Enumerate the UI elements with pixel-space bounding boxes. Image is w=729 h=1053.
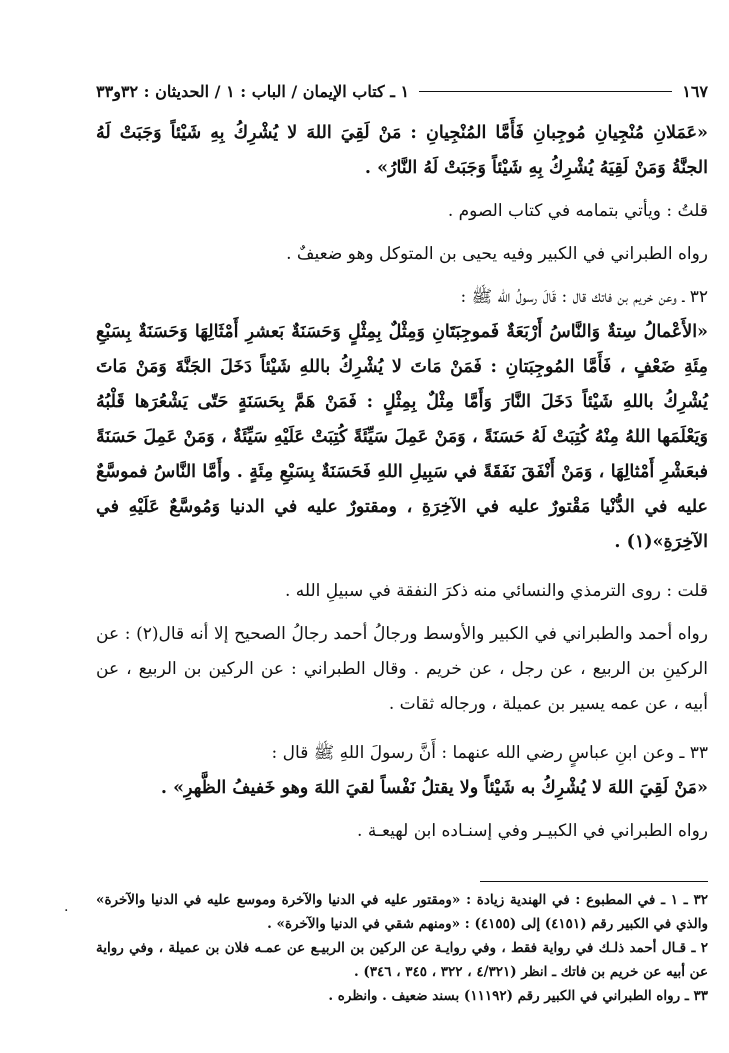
narration-source: رواه الطبراني في الكبير وفيه يحيى بن المتوكل وهو ضعيفٌ .	[286, 244, 708, 264]
hadith-text: «عَمَلانِ مُنْجِيانِ مُوجِبانِ فَأَمَّا المُنْجِيانِ : مَنْ لَقِيَ اللهَ لا يُشْرِكُ بِهِ شَيْئاً وَجَبَتْ لَهُ الجنَّةُ وَمَنْ لَقِيَهُ يُشْرِكُ بِهِ شَيْئاً وَجَبَتْ لَهُ النَّارُ» .	[96, 123, 708, 178]
footnote: ٣٣ ـ رواه الطبراني في الكبير رقم (١١١٩٢) بسند ضعيف . وانظره .	[328, 988, 708, 1004]
hadith-heading: ٣٣ ـ وعن ابنِ عباسٍ رضي الله عنهما : أَنَّ رسولَ اللهِ ﷺ قال :	[271, 743, 708, 763]
editor-note: قلت : روى الترمذي والنسائي منه ذكرَ النفقة في سبيلِ الله .	[284, 581, 708, 601]
hadith-text: «الأَعْمالُ سِتةٌ وَالنَّاسُ أَرْبَعَةٌ فَموجِبَتَانِ وَمِثْلٌ بِمِثْلٍ وَحَسَنَةٌ بَعشرِ أَمْثَالِهَا وَحَسَنَةٌ بِسَبْعِ مِئَةِ ضَعْفٍ ، فَأَمَّا المُوجِبَتانِ : فَمَنْ مَاتَ لا يُشْرِكُ باللهِ شَيْئاً دَخَلَ الجَنَّةَ وَمَنْ مَاتَ يُشْرِكُ باللهِ شَيْئاً دَخَلَ النَّارَ وَأَمَّا مِثْلٌ بِمِثْلٍ : فَمَنْ هَمَّ بِحَسَنَةٍ حَتّى يَشْعُرَها قَلْبُهُ وَيَعْلَمَها اللهُ مِنْهُ كُتِبَتْ لَهُ حَسَنَةً ، وَمَنْ عَمِلَ سَيِّئَةً كُتِبَتْ عَلَيْهِ سَيِّئَةٌ ، وَمَنْ عَمِلَ حَسَنَةً فبعَشْرِ أَمْثالِهَا ، وَمَنْ أَنْفَقَ نَفَقَةً في سَبِيلِ اللهِ فَحَسَنَةٌ بِسَبْعِ مِئَةٍ . وأَمَّا النَّاسُ فموسَّعٌ عليه في الدُّنْيا مَقْتورٌ عليه في الآخِرَةِ ، ومقتورٌ عليه في الدنيا وَمُوسَّعٌ عَلَيْهِ في الآخِرَةِ»(١) .	[96, 322, 708, 552]
narration-source: رواه الطبراني في الكبيـر وفي إسنـاده ابن لهيعـة .	[357, 821, 708, 841]
footnotes	[96, 888, 708, 1008]
main-text	[96, 116, 708, 849]
running-title: ١ ـ كتاب الإيمان / الباب : ١ / الحديثان : ٣٢و٣٣	[96, 81, 410, 101]
editor-note: قلتُ : ويأتي بتمامه في كتاب الصوم .	[447, 201, 708, 221]
hadith-heading: ٣٢ ـ وعن خريم بن فاتك قال : قَالَ رسولُ الله ﷺ :	[460, 287, 708, 307]
footnote: ٢ ـ قـال أحمد ذلـك في رواية فقط ، وفي روايـة عن الركين بن الربيـع عن عمـه فلان بن عميلة ، وفي رواية عن أبيه عن خريم بن فاتك ـ انظر (٤/٣٢١ ، ٣٢٢ ، ٣٤٥ ، ٣٤٦) .	[96, 940, 708, 980]
page-number: ١٦٧	[682, 81, 708, 101]
hadith-text: «مَنْ لَقِيَ اللهَ لا يُشْرِكُ به شَيْئاً ولا يقتلُ نَفْساً لقيَ اللهَ وهو خَفيفُ الظَّهرِ» .	[160, 778, 708, 798]
margin-mark: .	[64, 899, 69, 915]
narration-source: رواه أحمد والطبراني في الكبير والأوسط ورجالُ أحمد رجالُ الصحيح إلا أنه قال(٢) : عن الركينِ بن الربيع ، عن رجل ، عن خريم . وقال الطبراني : عن الركين بن الربيع ، عن أبيه ، عن عمه يسير بن عميلة ، ورجاله ثقات .	[96, 624, 708, 714]
footnote-rule	[480, 881, 708, 882]
footnote: ٣٢ ـ ١ ـ في المطبوع : في الهندية زيادة : «ومقتور عليه في الدنيا والآخرة وموسع عليه في الدنيا والآخرة» والذي في الكبير رقم (٤١٥١) إلى (٤١٥٥) : «ومنهم شقي في الدنيا والآخرة» .	[96, 892, 708, 932]
header-rule	[419, 91, 672, 92]
page-header	[96, 78, 708, 104]
